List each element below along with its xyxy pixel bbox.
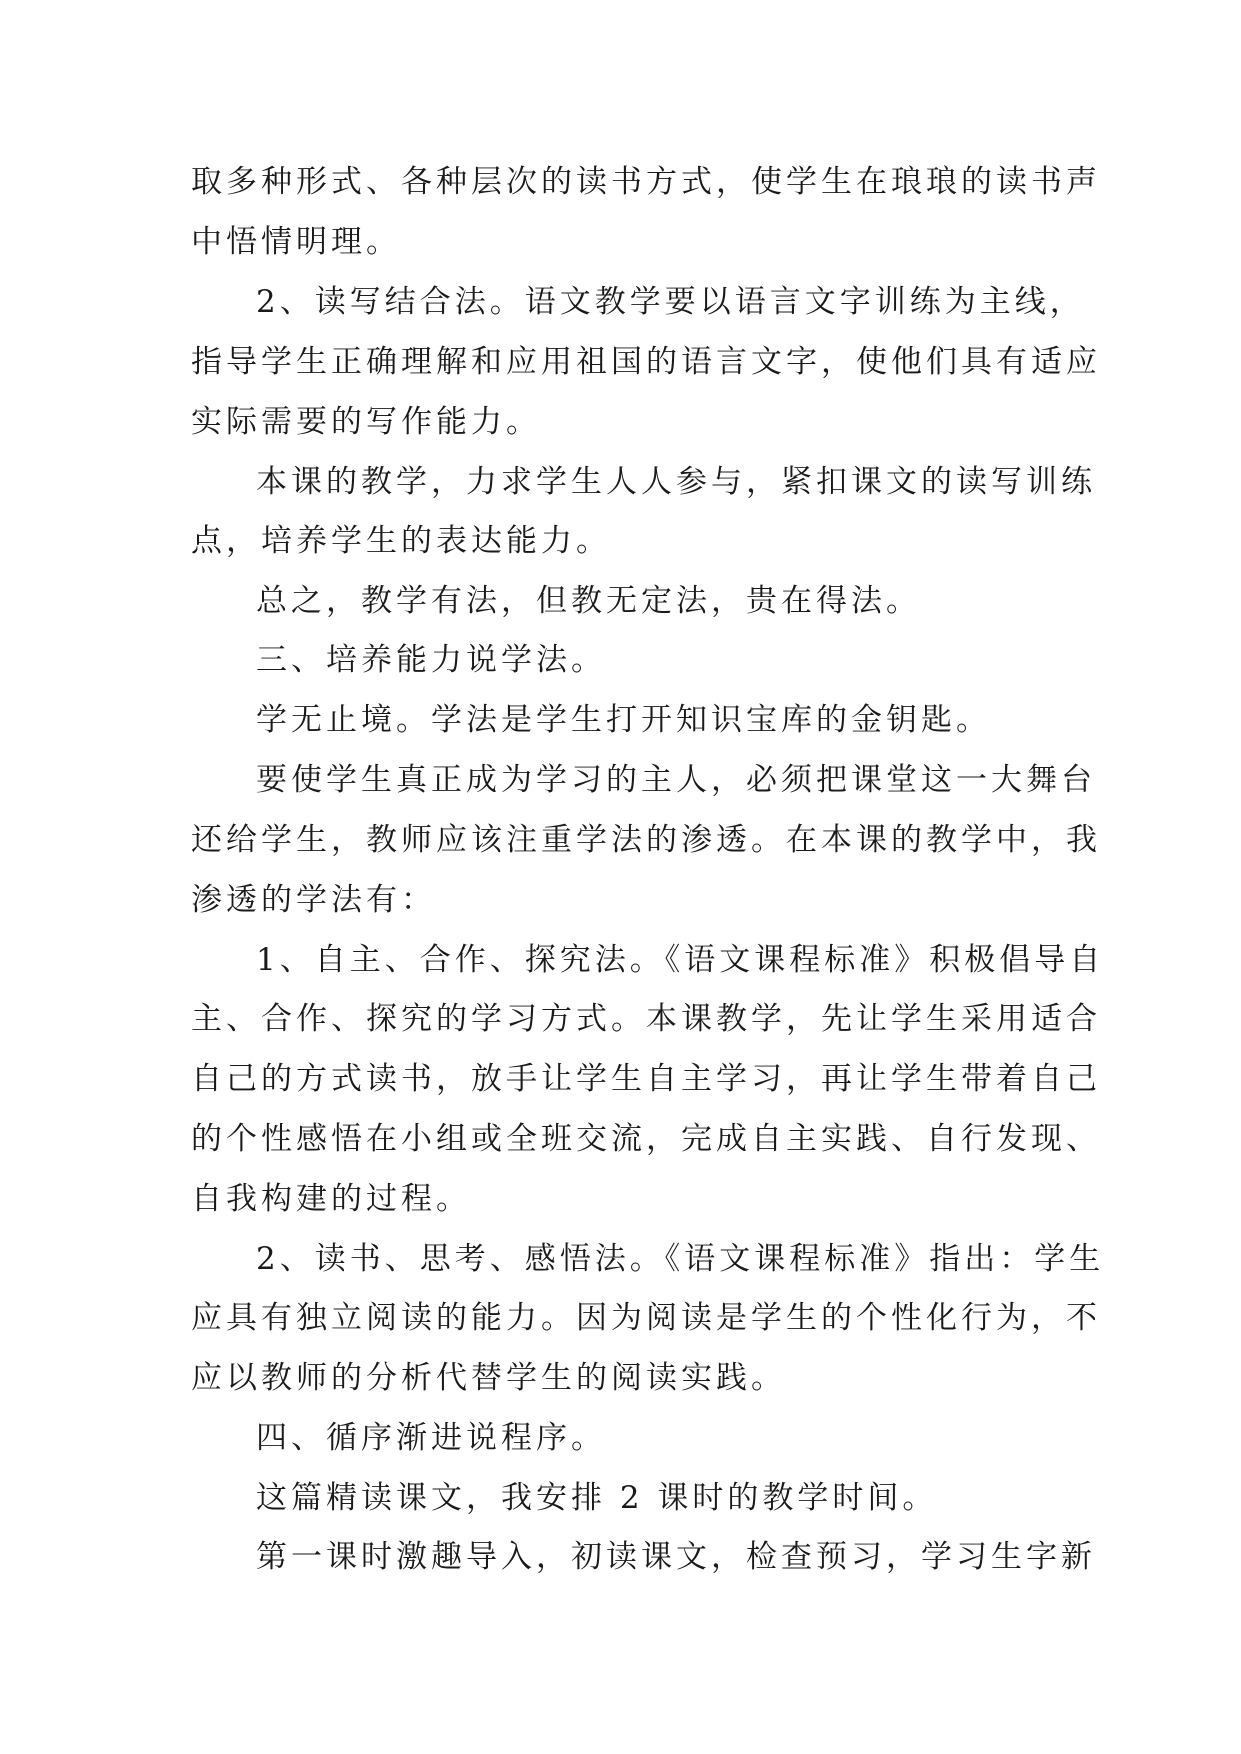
text-line: 第一课时激趣导入，初读课文，检查预习，学习生字新 [256,1539,1096,1575]
text-line: 总之，教学有法，但教无定法，贵在得法。 [256,583,921,619]
text-line: 这篇精读课文，我安排 2 课时的教学时间。 [256,1480,938,1516]
section-heading: 三、培养能力说学法。 [256,642,606,678]
text-line: 2、读写结合法。语文教学要以语言文字训练为主线， [256,284,1085,320]
text-line: 实际需要的写作能力。 [191,404,541,440]
text-line: 2、读书、思考、感悟法。《语文课程标准》指出：学生 [256,1241,1105,1277]
text-line: 指导学生正确理解和应用祖国的语言文字，使他们具有适应 [191,344,1101,380]
text-line: 要使学生真正成为学习的主人，必须把课堂这一大舞台 [256,762,1096,798]
text-line: 应具有独立阅读的能力。因为阅读是学生的个性化行为，不 [191,1300,1101,1336]
text-line: 还给学生，教师应该注重学法的渗透。在本课的教学中，我 [191,822,1101,858]
section-heading: 四、循序渐进说程序。 [256,1420,606,1456]
text-line: 自我构建的过程。 [191,1181,471,1217]
text-line: 本课的教学，力求学生人人参与，紧扣课文的读写训练 [256,464,1096,500]
text-line: 主、合作、探究的学习方式。本课教学，先让学生采用适合 [191,1001,1101,1037]
text-line: 应以教师的分析代替学生的阅读实践。 [191,1360,786,1396]
text-line: 中悟情明理。 [191,224,401,260]
text-line: 1、自主、合作、探究法。《语文课程标准》积极倡导自 [256,942,1105,978]
text-line: 的个性感悟在小组或全班交流，完成自主实践、自行发现、 [191,1121,1101,1157]
text-line: 学无止境。学法是学生打开知识宝库的金钥匙。 [256,702,991,738]
text-line: 点，培养学生的表达能力。 [191,523,611,559]
text-line: 自己的方式读书，放手让学生自主学习，再让学生带着自己 [191,1061,1101,1097]
text-line: 渗透的学法有： [191,882,436,918]
text-line: 取多种形式、各种层次的读书方式，使学生在琅琅的读书声 [191,164,1101,200]
